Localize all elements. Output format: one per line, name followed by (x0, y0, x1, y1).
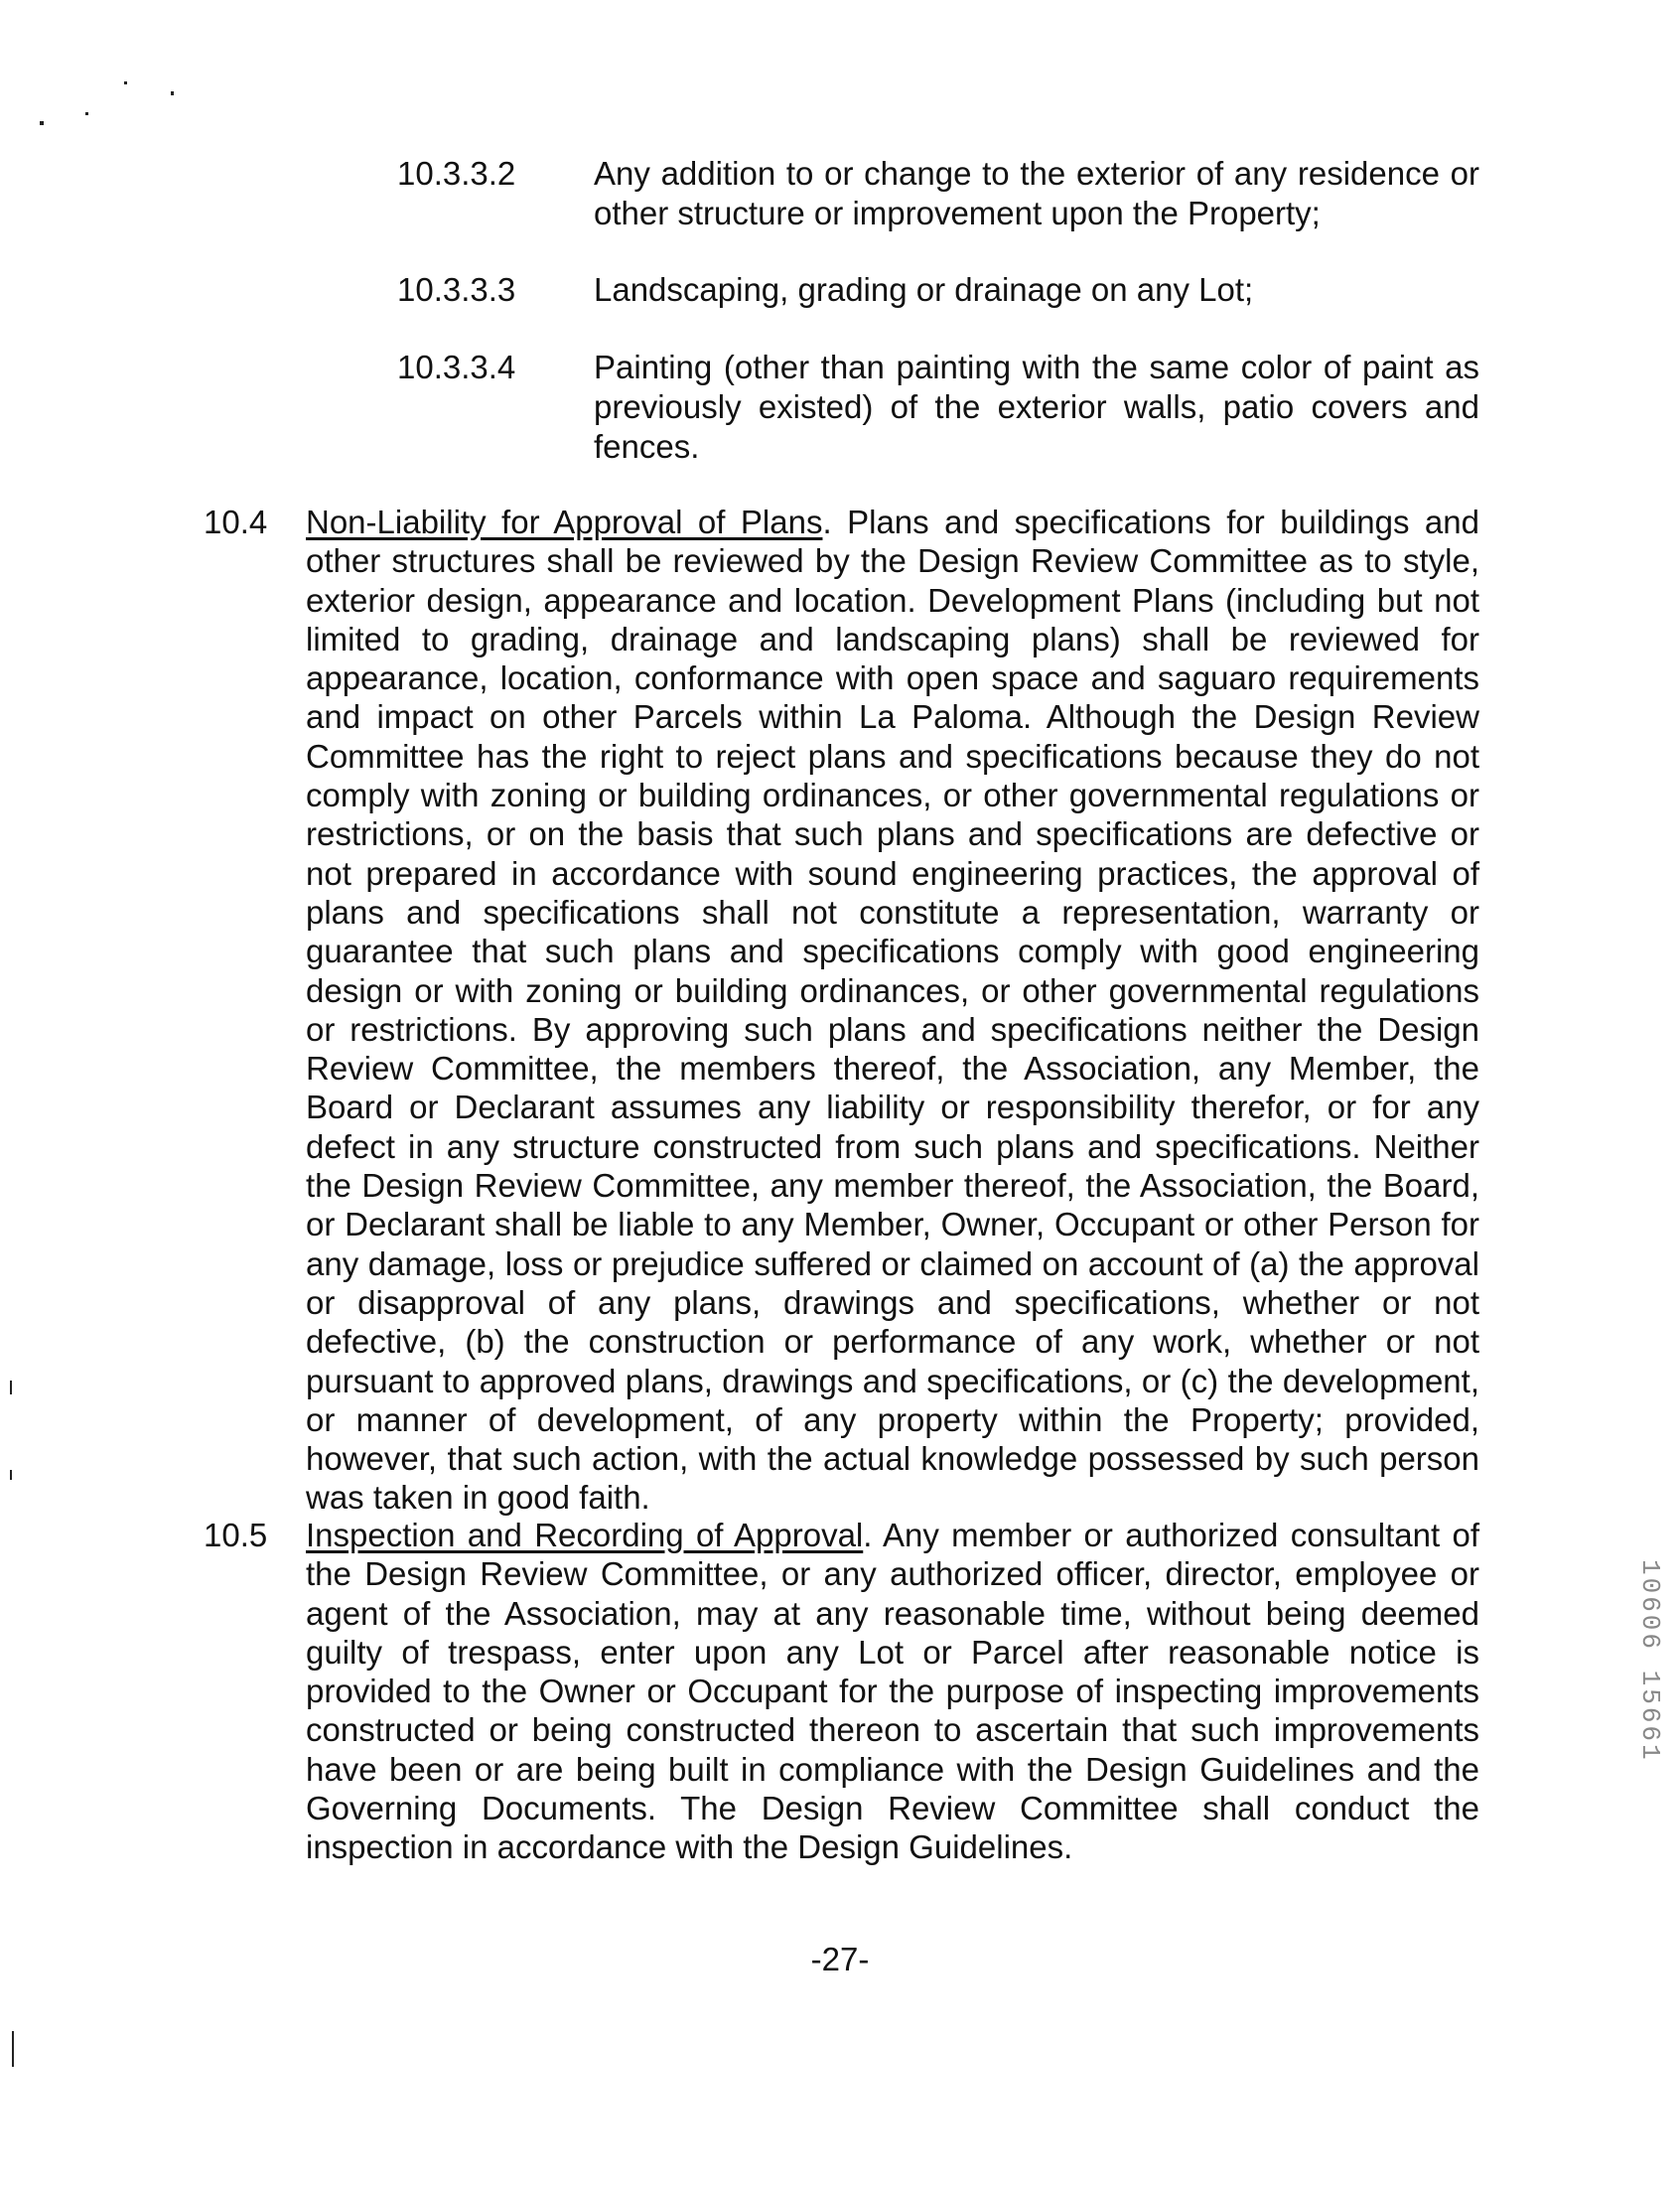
scan-speck (171, 91, 174, 95)
section-heading: Inspection and Recording of Approval (306, 1517, 864, 1553)
section-text: . Plans and specifications for buildings and other structures shall be reviewed by the Design Review Committee as to style, exterior design, appearance and location. Development Plans (including but not limited to grading, drainage and landscaping plans) shall be reviewed for appearance, location, conformance with open space and saguaro requirements and impact on other Parcels within La Paloma. Although the Design Review Committee has the right to reject plans and specifications because they do not comply with zoning or building ordinances, or other governmental regulations or restrictions, or on the basis that such plans and specifications are defective or not prepared in accordance with sound engineering practices, the approval of plans and specifications shall not constitute a representation, warranty or guarantee that such plans and specifications comply with good engineering design or with zoning or building ordinances, or other governmental regulations or restrictions. By approving such plans and specifications neither the Design Review Committee, the members thereof, the Association, any Member, the Board or Declarant assumes any liability or responsibility therefor, or for any defect in any structure constructed from such plans and specifications. Neither the Design Review Committee, any member thereof, the Association, the Board, or Declarant shall be liable to any Member, Owner, Occupant or other Person for any damage, loss or prejudice suffered or claimed on account of (a) the approval or disapproval of any plans, drawings and specifications, whether or not defective, (b) the construction or performance of any work, whether or not pursuant to approved plans, drawings and specifications, or (c) the development, or manner of development, of any property within the Property; provided, however, that such action, with the actual knowledge possessed by such person was taken in good faith. (306, 504, 1479, 1517)
section-heading: Non-Liability for Approval of Plans (306, 504, 823, 540)
section-body (306, 503, 1479, 1518)
section-10-4 (204, 503, 1479, 1518)
scan-speck (10, 1470, 12, 1480)
scan-speck (10, 1381, 12, 1394)
subitem-10-3-3-4 (397, 348, 1479, 467)
subitem-number: 10.3.3.3 (397, 271, 516, 308)
section-body (306, 1516, 1479, 1867)
side-stamp-number (1628, 1559, 1665, 1887)
page-number: -27- (810, 1941, 870, 1977)
side-stamp-text: 10606 15661 (1635, 1559, 1665, 1763)
subitem-number: 10.3.3.2 (397, 155, 516, 192)
section-text: . Any member or authorized consultant of the Design Review Committee, or any authorized officer, director, employee or agent of the Association, may at any reasonable time, without being deemed guilty of trespass, enter upon any Lot or Parcel after reasonable notice is provided to the Owner or Occupant for the purpose of inspecting improvements constructed or being constructed thereon to ascertain that such improvements have been or are being built in compliance with the Design Guidelines and the Governing Documents. The Design Review Committee shall conduct the inspection in accordance with the Design Guidelines. (306, 1517, 1480, 1866)
scan-speck (124, 81, 127, 84)
subitem-10-3-3-2 (397, 154, 1479, 233)
scan-speck (12, 2031, 14, 2067)
section-number: 10.4 (204, 504, 268, 540)
subitem-number: 10.3.3.4 (397, 349, 516, 385)
section-number: 10.5 (204, 1517, 268, 1553)
subitem-text: Landscaping, grading or drainage on any Lot; (594, 271, 1254, 308)
subitem-text: Painting (other than painting with the same color of paint as previously existed) of the exterior walls, patio covers and fences. (594, 349, 1479, 465)
subitem-10-3-3-3 (397, 270, 1479, 310)
section-10-5 (204, 1516, 1479, 1867)
scan-speck (85, 112, 88, 115)
subitem-text: Any addition to or change to the exterior of any residence or other structure or improvement upon the Property; (594, 155, 1479, 231)
scan-speck (40, 121, 44, 125)
